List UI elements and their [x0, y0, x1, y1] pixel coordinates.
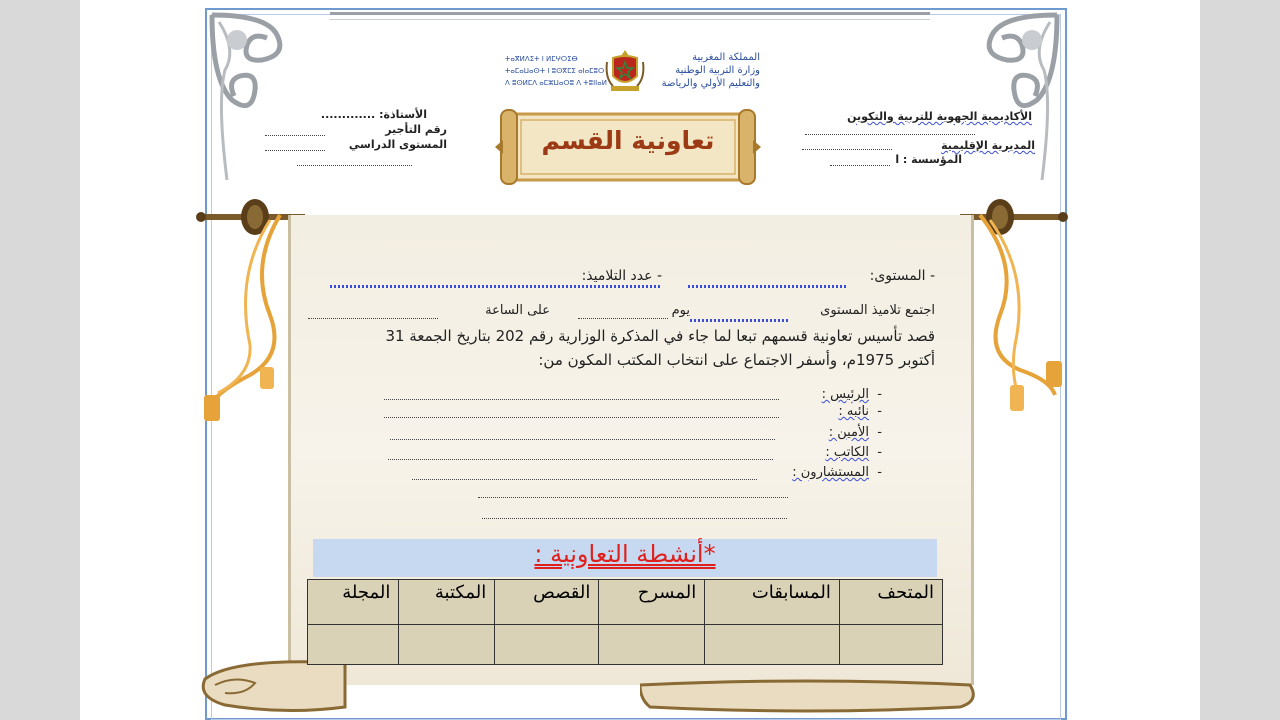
coat-of-arms-icon [605, 48, 645, 94]
table-header-cell: المسرح [599, 580, 705, 625]
left-field-payroll [385, 123, 447, 136]
field-label: رقم التأجير [385, 123, 447, 136]
dotted-line [297, 165, 412, 166]
table-cell[interactable] [839, 625, 942, 665]
field-label: المستوى الدراسي [348, 138, 447, 151]
spellcheck-underline [690, 319, 790, 322]
table-header-cell: المكتبة [399, 580, 495, 625]
ministry-arabic [650, 51, 760, 90]
table-cell[interactable] [399, 625, 495, 665]
table-row [308, 625, 943, 665]
field-label: المؤسسة : ا [895, 153, 962, 166]
day-label: يوم [671, 303, 690, 318]
activities-heading [313, 540, 937, 568]
table-header-cell: المجلة [308, 580, 399, 625]
ministry-line: وزارة التربية الوطنية [675, 65, 760, 76]
tassel-right [960, 205, 1075, 420]
activities-heading-text: *أنشطة التعاونية : [534, 540, 716, 568]
table-cell[interactable] [705, 625, 840, 665]
time-label: على الساعة [485, 303, 550, 318]
table-cell[interactable] [308, 625, 399, 665]
dotted-line [802, 149, 892, 150]
office-role: الكاتب : [825, 445, 870, 460]
scroll-curl-bottom [640, 675, 980, 715]
right-field-academy [847, 110, 1032, 123]
office-member-treasurer: - الأمين : [828, 425, 882, 440]
level-label: - المستوى: [869, 268, 935, 284]
ministry-line: والتعليم الأولي والرياضة [661, 78, 760, 89]
left-field-level [349, 138, 447, 151]
office-role: الرئيس : [821, 387, 870, 402]
students-count-label: - عدد التلاميذ: [581, 268, 662, 284]
table-header-cell: القصص [495, 580, 599, 625]
table-cell[interactable] [599, 625, 705, 665]
meeting-line: اجتمع تلاميذ المستوى [820, 303, 935, 318]
table-header-cell: المتحف [839, 580, 942, 625]
dotted-line [578, 318, 668, 319]
ornament-top-band [330, 12, 930, 20]
dotted-line [384, 399, 779, 400]
dotted-line [265, 150, 325, 151]
table-row [308, 580, 943, 625]
field-label: الأكاديمية الجهوية للتربية والتكوين [847, 110, 1032, 123]
dotted-line [830, 165, 890, 166]
field-value: ............. [320, 108, 376, 121]
left-field-teacher [321, 108, 427, 121]
dotted-line [412, 479, 757, 480]
dotted-line [384, 417, 779, 418]
office-role: الأمين : [828, 425, 870, 440]
page-title: تعاونية القسم [541, 126, 715, 155]
paragraph-line: قصد تأسيس تعاونية قسمهم تبعا لما جاء في المذكرة الوزارية رقم 202 بتاريخ الجمعة 31 [385, 327, 935, 345]
dotted-line [390, 439, 775, 440]
field-label: المديرية الإقليمية [941, 139, 1035, 152]
dotted-line [308, 318, 438, 319]
paragraph-line: أكتوبر 1975م، وأسفر الاجتماع على انتخاب المكتب المكون من: [538, 351, 935, 369]
dotted-line [482, 518, 787, 519]
ministry-line: المملكة المغربية [692, 52, 760, 63]
tifinagh-line: ⵜⴰⵎⴰⵡⴰⵙⵜ ⵏ ⵓⵙⴳⵎⵉ ⴰⵏⴰⵎⵓⵔ [505, 67, 605, 75]
activities-table [307, 579, 943, 665]
office-member-deputy: - نائبه : [838, 404, 882, 419]
table-header-cell: المسابقات [705, 580, 840, 625]
right-field-directorate [941, 139, 1035, 152]
table-cell[interactable] [495, 625, 599, 665]
ornament-corner-top-left [207, 10, 337, 190]
spellcheck-underline [330, 285, 660, 288]
dotted-line [805, 134, 975, 135]
tifinagh-line: ⴷ ⵓⵙⵍⵎⴷ ⴰⵎⵣⵡⴰⵔⵓ ⴷ ⵜⵓⵏⵏⴰⵍ [505, 79, 608, 87]
tassel-left [190, 205, 310, 425]
tifinagh-line: ⵜⴰⴳⵍⴷⵉⵜ ⵏ ⵍⵎⵖⵔⵉⴱ [505, 55, 578, 63]
office-role: المستشارون : [792, 465, 870, 480]
ministry-tifinagh [505, 53, 607, 89]
dotted-line [388, 459, 773, 460]
office-role: نائبه : [838, 404, 870, 419]
office-member-secretary: - الكاتب : [825, 445, 882, 460]
office-member-advisors: - المستشارون : [792, 465, 882, 480]
right-field-school [895, 153, 962, 166]
spellcheck-underline [688, 285, 846, 288]
dotted-line [265, 135, 325, 136]
dotted-line [478, 497, 788, 498]
field-label: الأستاذة: [379, 108, 427, 121]
office-member-president: - الرئيس : [821, 387, 882, 402]
